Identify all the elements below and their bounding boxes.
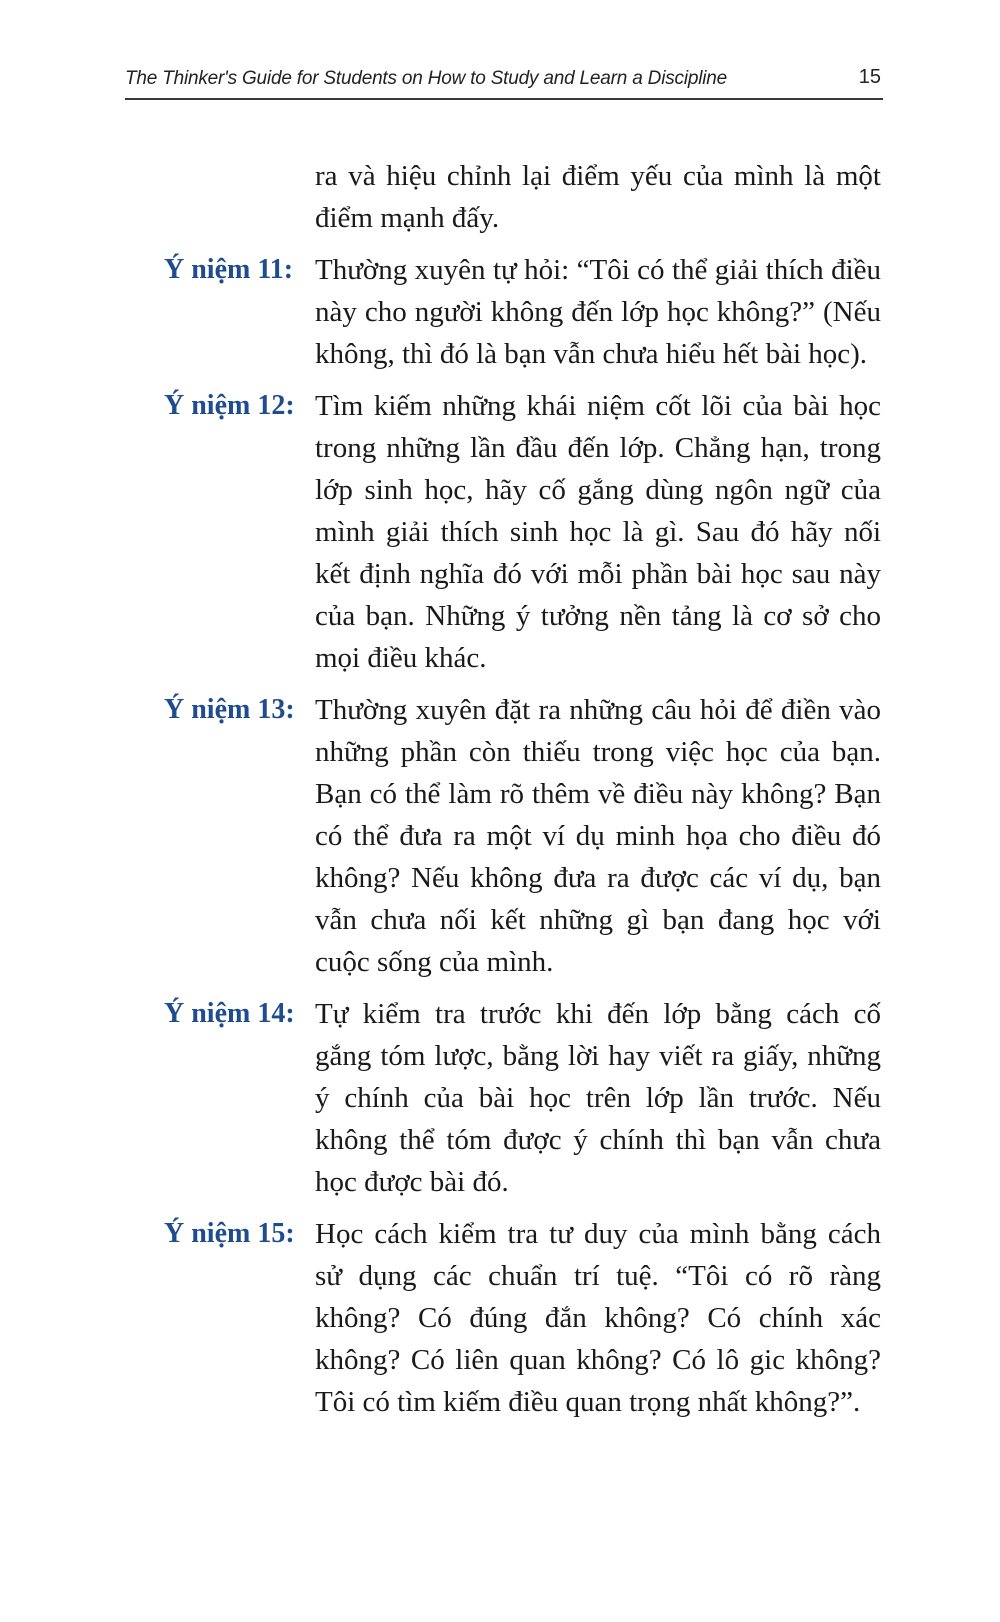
idea-label: Ý niệm 14: [164, 998, 295, 1029]
idea-item [164, 689, 881, 983]
idea-label: Ý niệm 15: [164, 1218, 295, 1249]
page-body [0, 155, 1000, 1423]
idea-item [164, 249, 881, 375]
idea-text: Thường xuyên tự hỏi: “Tôi có thể giải thích điều này cho người không đến lớp học không?” (Nếu không, thì đó là bạn vẫn chưa hiểu hết bài học). [315, 254, 881, 370]
page-number: 15 [858, 66, 881, 88]
idea-label: Ý niệm 11: [164, 254, 294, 285]
idea-label: Ý niệm 13: [164, 694, 295, 725]
idea-text: Học cách kiểm tra tư duy của mình bằng cách sử dụng các chuẩn trí tuệ. “Tôi có rõ ràng không? Có đúng đắn không? Có chính xác không? Có liên quan không? Có lô gic không? Tôi có tìm kiếm điều quan trọng nhất không?”. [315, 1218, 881, 1418]
idea-label: Ý niệm 12: [164, 390, 295, 421]
idea-item [164, 385, 881, 679]
idea-item [164, 993, 881, 1203]
idea-text: Tìm kiếm những khái niệm cốt lõi của bài học trong những lần đầu đến lớp. Chẳng hạn, trong lớp sinh học, hãy cố gắng dùng ngôn ngữ của mình giải thích sinh học là gì. Sau đó hãy nối kết định nghĩa đó với mỗi phần bài học sau này của bạn. Những ý tưởng nền tảng là cơ sở cho mọi điều khác. [315, 390, 881, 674]
running-header [125, 62, 883, 100]
book-title: The Thinker's Guide for Students on How to Study and Learn a Discipline [125, 68, 727, 89]
idea-text: Tự kiểm tra trước khi đến lớp bằng cách cố gắng tóm lược, bằng lời hay viết ra giấy, những ý chính của bài học trên lớp lần trước. Nếu không thể tóm được ý chính thì bạn vẫn chưa học được bài đó. [315, 998, 881, 1198]
continuation-paragraph: ra và hiệu chỉnh lại điểm yếu của mình là một điểm mạnh đấy. [315, 160, 881, 234]
idea-text: Thường xuyên đặt ra những câu hỏi để điền vào những phần còn thiếu trong việc học của bạn. Bạn có thể làm rõ thêm về điều này không? Bạn có thể đưa ra một ví dụ minh họa cho điều đó không? Nếu không đưa ra được các ví dụ, bạn vẫn chưa nối kết những gì bạn đang học với cuộc sống của mình. [315, 694, 881, 978]
idea-item [164, 1213, 881, 1423]
